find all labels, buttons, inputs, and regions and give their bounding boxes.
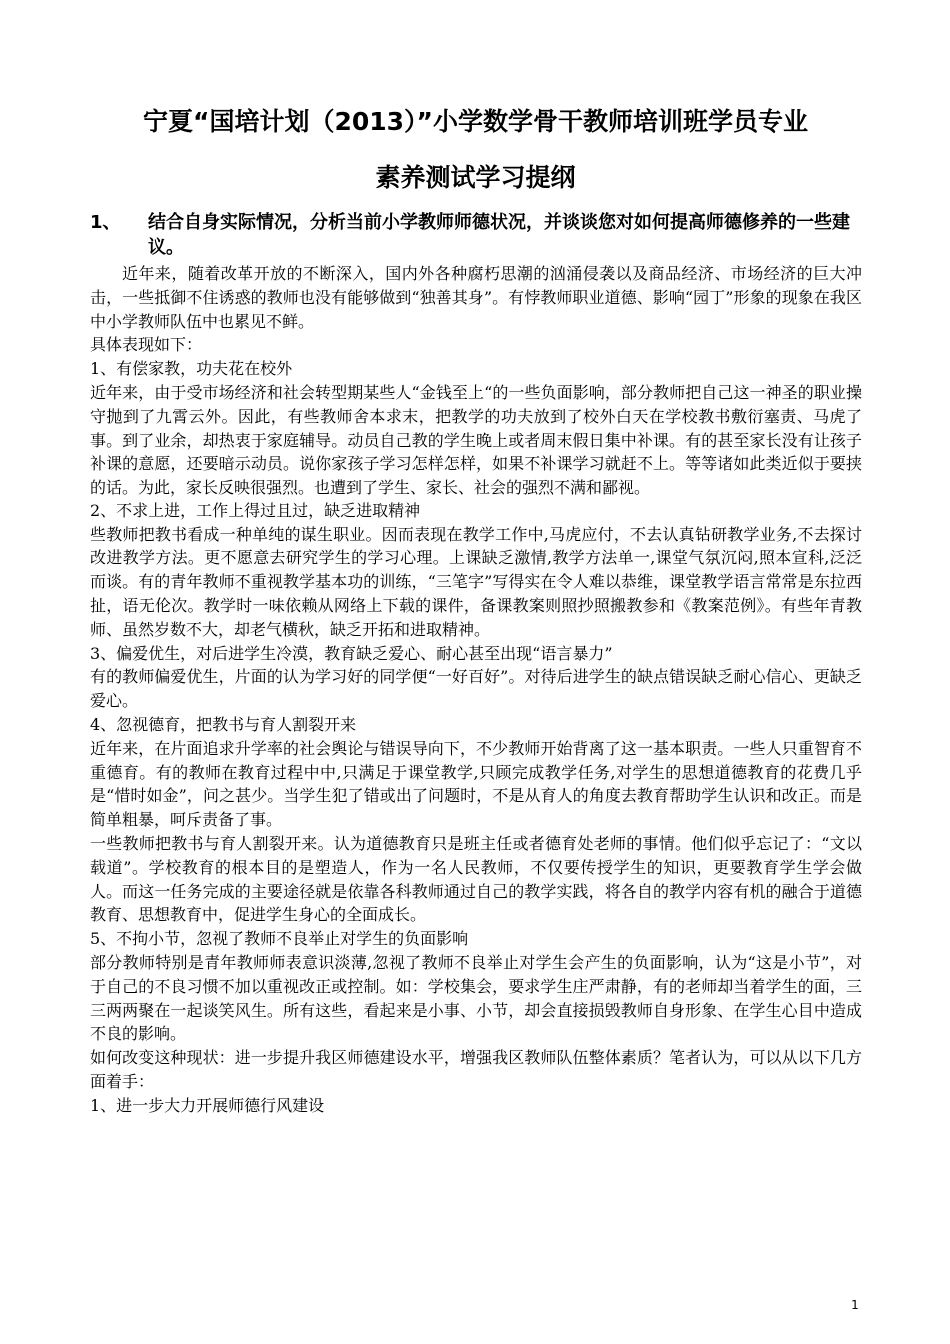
document-title-line-1: 宁夏“国培计划（2013）”小学数学骨干教师培训班学员专业 bbox=[143, 107, 808, 136]
intro-paragraph: 近年来，随着改革开放的不断深入，国内外各种腐朽思潮的汹涌侵袭以及商品经济、市场经济的巨大冲击，一些抵御不住诱惑的教师也没有能够做到“独善其身”。有悖教师职业道德、影响“园丁”形象的现象在我区中小学教师队伍中也累见不鲜。 bbox=[90, 264, 862, 331]
section-heading-5: 5、不拘小节，忽视了教师不良举止对学生的负面影响 bbox=[90, 929, 469, 949]
section-heading-3: 3、偏爱优生，对后进学生冷漠，教育缺乏爱心、耐心甚至出现“语言暴力” bbox=[90, 643, 613, 663]
section-paragraph-3: 有的教师偏爱优生，片面的认为学习好的同学便“一好百好”。对待后进学生的缺点错误缺乏耐心信心、更缺乏爱心。 bbox=[90, 667, 862, 711]
section-paragraph-4a: 近年来，在片面追求升学率的社会舆论与错误导向下，不少教师开始背离了这一基本职责。一些人只重智育不重德育。有的教师在教育过程中中,只满足于课堂教学,只顾完成教学任务,对学生的思想道德教育的花费几乎是“惜时如金”，问之甚少。当学生犯了错或出了问题时，不是从育人的角度去教育帮助学生认识和改正。而是简单粗暴，呵斥责备了事。 bbox=[90, 738, 862, 830]
page-number: 1 bbox=[851, 1298, 859, 1312]
question-number: 1、 bbox=[90, 212, 121, 233]
question-text: 结合自身实际情况，分析当前小学教师师德状况，并谈谈您对如何提高师德修养的一些建议。 bbox=[148, 212, 850, 258]
question-heading bbox=[90, 210, 865, 260]
section-paragraph-4b: 一些教师把教书与育人割裂开来。认为道德教育只是班主任或者德育处老师的事情。他们似乎忘记了：“文以载道”。学校教育的根本目的是塑造人，作为一名人民教师，不仅要传授学生的知识，更要教育学生学会做人。而这一任务完成的主要途径就是依靠各科教师通过自己的教学实践，将各自的教学内容有机的融合于道德教育、思想教育中，促进学生身心的全面成长。 bbox=[90, 833, 862, 925]
section-heading-2: 2、不求上进，工作上得过且过，缺乏进取精神 bbox=[90, 500, 421, 520]
section-heading-4: 4、忽视德育，把教书与育人割裂开来 bbox=[90, 714, 357, 734]
section-paragraph-2: 些教师把教书看成一种单纯的谋生职业。因而表现在教学工作中,马虎应付，不去认真钻研教学业务,不去探讨改进教学方法。更不愿意去研究学生的学习心理。上课缺乏激情,教学方法单一,课堂气氛沉闷,照本宣科,泛泛而谈。有的青年教师不重视教学基本功的训练，“三笔字”写得实在令人难以恭维，课堂教学语言常常是东拉西扯，语无伦次。教学时一味依赖从网络上下载的课件，备课教案则照抄照搬教参和《教案范例》。有些年青教师、虽然岁数不大，却老气横秋，缺乏开拓和进取精神。 bbox=[90, 524, 862, 639]
list-intro: 具体表现如下： bbox=[90, 335, 203, 355]
document-body bbox=[90, 262, 862, 1117]
section-heading-1: 1、有偿家教，功夫花在校外 bbox=[90, 359, 293, 379]
section-paragraph-5: 部分教师特别是青年教师师表意识淡薄,忽视了教师不良举止对学生会产生的负面影响，认为“这是小节”，对于自己的不良习惯不加以重视改正或控制。如：学校集会，要求学生庄严肃静，有的老师却当着学生的面，三三两两聚在一起谈笑风生。所有这些，看起来是小事、小节，却会直接损毁教师自身形象、在学生心目中造成不良的影响。 bbox=[90, 952, 862, 1044]
solution-heading-1: 1、进一步大力开展师德行风建设 bbox=[90, 1095, 325, 1115]
solution-intro: 如何改变这种现状：进一步提升我区师德建设水平，增强我区教师队伍整体素质？笔者认为，可以从以下几方面着手： bbox=[90, 1048, 862, 1091]
document-title-line-2: 素养测试学习提纲 bbox=[375, 163, 576, 192]
section-paragraph-1: 近年来，由于受市场经济和社会转型期某些人“金钱至上“的一些负面影响，部分教师把自己这一神圣的职业操守抛到了九霄云外。因此，有些教师舍本求末，把教学的功夫放到了校外白天在学校教书敷衍塞责、马虎了事。到了业余，却热衷于家庭辅导。动员自己教的学生晚上或者周末假日集中补课。有的甚至家长没有让孩子补课的意愿，还要暗示动员。说你家孩子学习怎样怎样，如果不补课学习就赶不上。等等诸如此类近似于要挟的话。为此，家长反映很强烈。也遭到了学生、家长、社会的强烈不满和鄙视。 bbox=[90, 382, 862, 498]
